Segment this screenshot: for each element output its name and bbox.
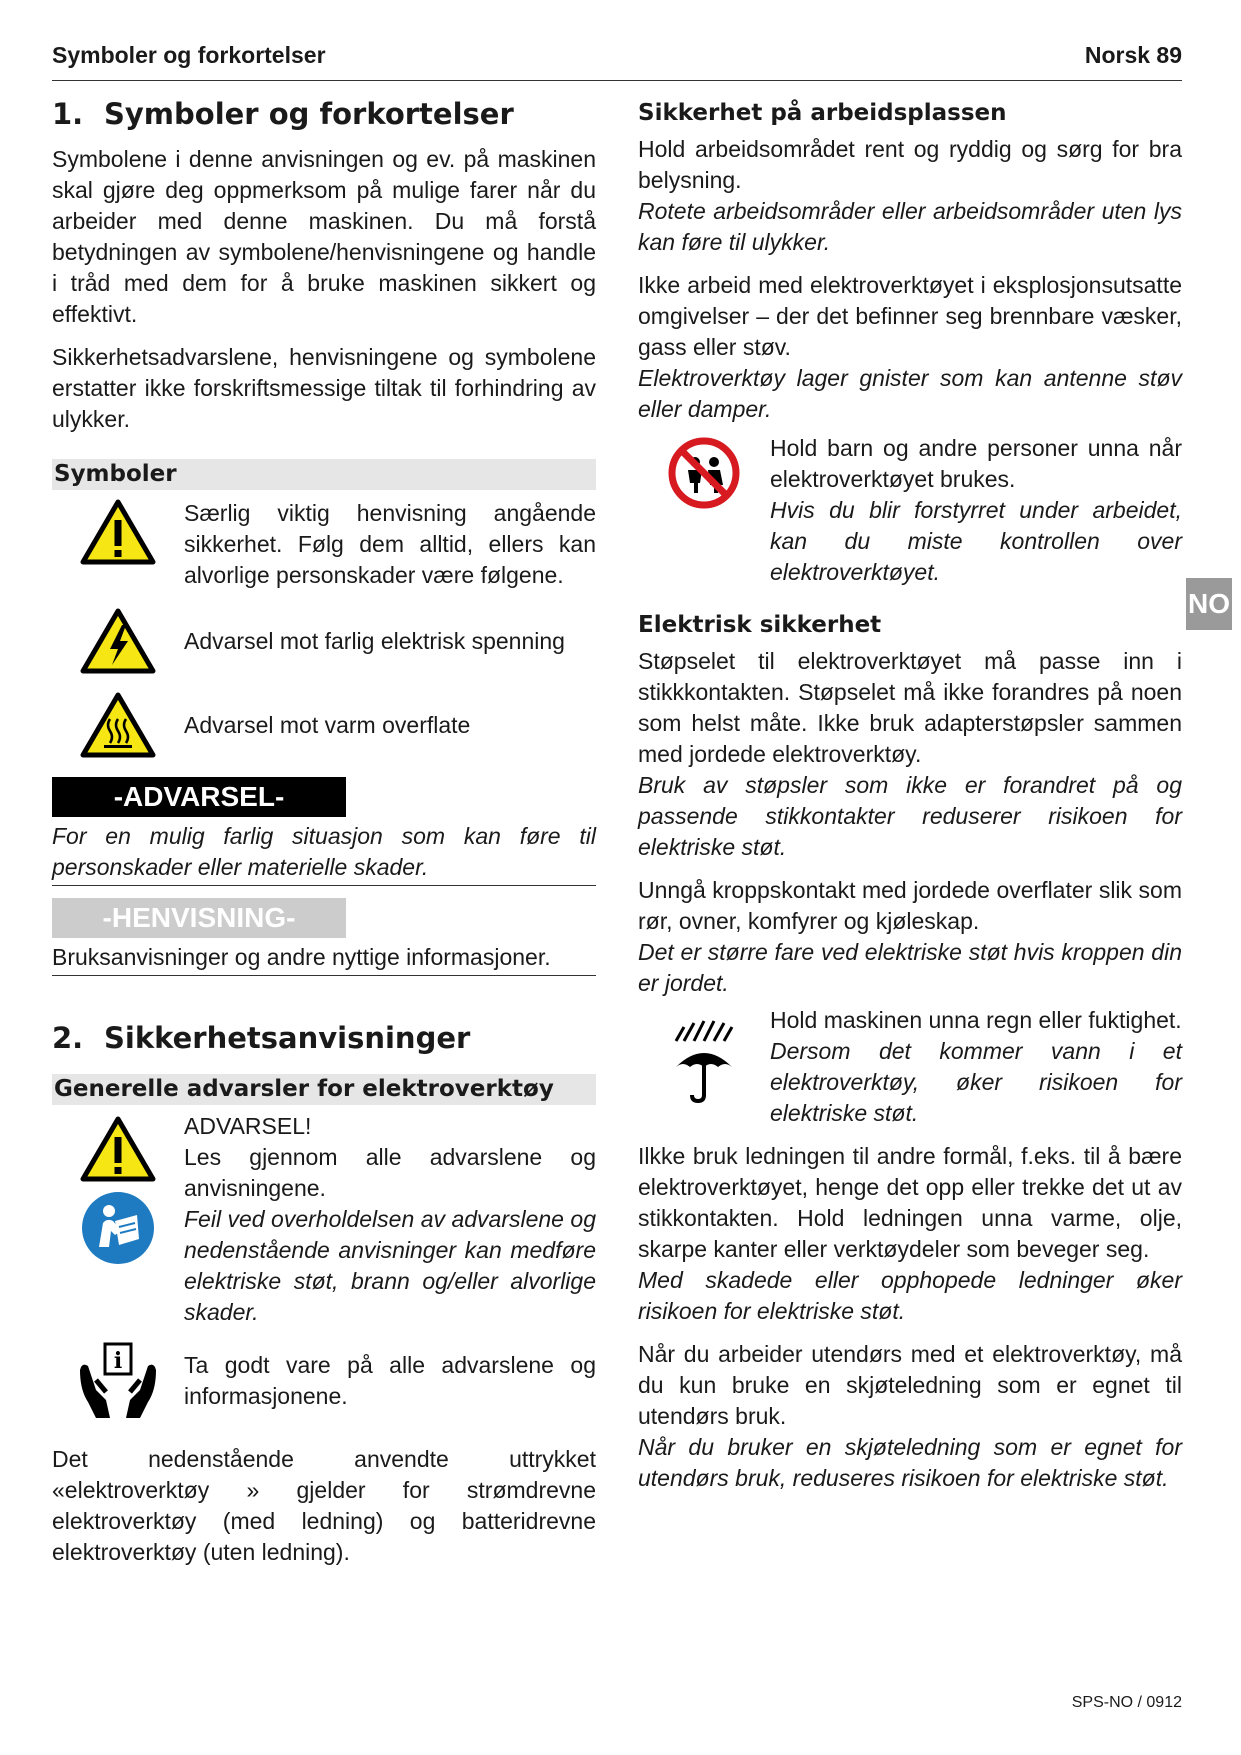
plug-reason: Bruk av støpsler som ikke er forandret på og passende stikkontakter reduserer risikoen for elektriske støt.	[638, 772, 1182, 860]
hot-surface-icon	[52, 691, 184, 759]
symbol-description: Særlig viktig henvisning angående sikkerhet. Følg dem alltid, ellers kan alvorlige personskader være følgene.	[184, 500, 596, 588]
rain-text	[770, 1005, 1182, 1129]
rain-instruction: Hold maskinen unna regn eller fuktighet.	[770, 1007, 1182, 1033]
section-number: 2.	[52, 1021, 84, 1055]
disclaimer-paragraph: Sikkerhetsadvarslene, henvisningene og symbolene erstatter ikke forskriftsmessige tiltak til forhindring av ulykker.	[52, 344, 596, 432]
cord-reason: Med skadede eller opphopede ledninger øker risikoen for elektriske støt.	[638, 1267, 1182, 1324]
warning-text	[184, 1111, 596, 1328]
warning-icons	[52, 1111, 184, 1265]
document-code: SPS-NO / 0912	[1071, 1694, 1182, 1711]
explosive-instruction: Ikke arbeid med elektroverktøyet i eksplosjonsutsatte omgivelser – der det befinner seg brennbare væsker, gass eller støv.	[638, 272, 1182, 360]
section-2-heading	[52, 1020, 596, 1056]
warning-consequence: Feil ved overholdelsen av advarslene og nedenstående anvisninger kan medføre elektriske støt, brann og/eller alvorlige skader.	[184, 1206, 596, 1325]
section-title: Sikkerhetsanvisninger	[104, 1021, 471, 1055]
symbol-row	[52, 607, 596, 675]
outdoor-instruction: Når du arbeider utendørs med et elektroverktøy, må du kun bruke en skjøteledning som er egnet til utendørs bruk.	[638, 1341, 1182, 1429]
warning-triangle-icon	[52, 498, 184, 566]
warning-row	[52, 1111, 596, 1328]
warning-triangle-icon	[80, 1115, 156, 1183]
section-number: 1.	[52, 97, 84, 131]
warning-title: ADVARSEL!	[184, 1113, 312, 1139]
keep-info-row	[52, 1340, 596, 1420]
children-instruction: Hold barn og andre personer unna når elektroverktøyet brukes.	[770, 435, 1182, 492]
page-header	[52, 42, 1182, 81]
header-page-number: Norsk 89	[1084, 42, 1182, 68]
language-tab: NO	[1186, 578, 1232, 630]
header-section-title: Symboler og forkortelser	[52, 42, 326, 68]
workplace-instruction: Hold arbeidsområdet rent og ryddig og sørg for bra belysning.	[638, 136, 1182, 193]
symbol-description: Advarsel mot farlig elektrisk spenning	[184, 627, 565, 654]
high-voltage-icon	[52, 607, 184, 675]
note-label-block	[52, 898, 596, 976]
advarsel-description: For en mulig farlig situasjon som kan føre til personskader eller materielle skader.	[52, 821, 596, 886]
plug-instruction: Støpselet til elektroverktøyet må passe inn i stikkkontakten. Støpselet må ikke forandres på noen som helst måte. Ikke bruk adapterstøpsler sammen med jordede elektroverktøy.	[638, 648, 1182, 767]
symbols-heading: Symboler	[52, 459, 596, 490]
section-1-heading	[52, 96, 596, 132]
workplace-reason: Rotete arbeidsområder eller arbeidsområder uten lys kan føre til ulykker.	[638, 198, 1182, 255]
grounded-reason: Det er større fare ved elektriske støt hvis kroppen din er jordet.	[638, 939, 1182, 996]
warning-instruction: Les gjennom alle advarslene og anvisningene.	[184, 1144, 596, 1201]
symbol-row	[52, 498, 596, 591]
left-column	[52, 96, 596, 1568]
henvisning-label: -HENVISNING-	[52, 898, 346, 938]
children-text	[770, 433, 1182, 588]
explosive-reason: Elektroverktøy lager gnister som kan antenne støv eller damper.	[638, 365, 1182, 422]
workplace-safety-heading: Sikkerhet på arbeidsplassen	[638, 100, 1007, 126]
intro-paragraph: Symbolene i denne anvisningen og ev. på maskinen skal gjøre deg oppmerksom på mulige farer når du arbeider med denne maskinen. Du må forstå betydningen av symbolene/henvisningene og handle i tråd med dem for å bruke maskinen sikkert og effektivt.	[52, 146, 596, 327]
svg-text:i: i	[113, 1348, 123, 1374]
children-row	[638, 433, 1182, 588]
warning-label-block	[52, 777, 596, 886]
keep-information-icon	[52, 1340, 184, 1420]
section-title: Symboler og forkortelser	[104, 97, 514, 131]
general-warnings-heading: Generelle advarsler for elektroverktøy	[52, 1074, 596, 1105]
right-column	[638, 96, 1182, 1494]
cord-instruction: Ilkke bruk ledningen til andre formål, f.eks. til å bære elektroverktøyet, henge det opp eller trekke det ut av stikkontakten. Hold ledningen unna varme, olje, skarpe kanter eller verktøydeler som beveger seg.	[638, 1143, 1182, 1262]
advarsel-label: -ADVARSEL-	[52, 777, 346, 817]
no-children-icon	[638, 433, 770, 509]
rain-reason: Dersom det kommer vann i et elektroverktøy, øker risikoen for elektriske støt.	[770, 1038, 1182, 1126]
definition-paragraph: Det nedenstående anvendte uttrykket «elektroverktøy » gjelder for strømdrevne elektroverktøy (med ledning) og batteridrevne elektroverktøy (uten ledning).	[52, 1446, 596, 1565]
grounded-instruction: Unngå kroppskontakt med jordede overflater slik som rør, ovner, komfyrer og kjøleskap.	[638, 877, 1182, 934]
symbol-description: Advarsel mot varm overflate	[184, 711, 471, 738]
outdoor-reason: Når du bruker en skjøteledning som er egnet for utendørs bruk, reduseres risikoen for elektriske støt.	[638, 1434, 1182, 1491]
children-reason: Hvis du blir forstyrret under arbeidet, kan du miste kontrollen over elektroverktøyet.	[770, 497, 1182, 585]
electrical-safety-heading: Elektrisk sikkerhet	[638, 612, 882, 638]
symbol-row	[52, 691, 596, 759]
keep-dry-icon	[638, 1005, 770, 1105]
henvisning-description: Bruksanvisninger og andre nyttige informasjoner.	[52, 942, 596, 976]
read-manual-icon	[81, 1191, 155, 1265]
keep-info-text: Ta godt vare på alle advarslene og informasjonene.	[184, 1352, 596, 1409]
rain-row	[638, 1005, 1182, 1129]
